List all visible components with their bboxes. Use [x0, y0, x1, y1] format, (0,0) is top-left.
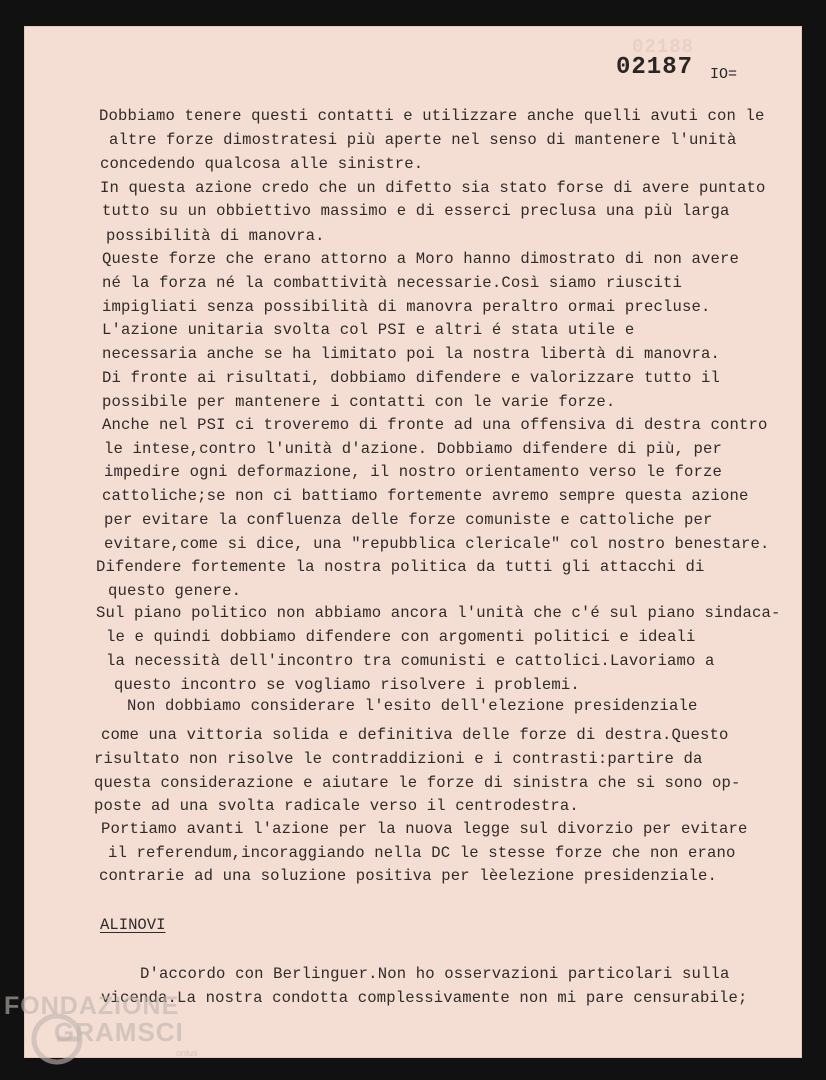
text-line: concedendo qualcosa alle sinistre.: [100, 155, 424, 173]
text-line: Portiamo avanti l'azione per la nuova legge sul divorzio per evitare: [101, 820, 748, 838]
text-line: Non dobbiamo considerare l'esito dell'elezione presidenziale: [127, 697, 698, 715]
text-line: contrarie ad una soluzione positiva per lèelezione presidenziale.: [99, 867, 718, 885]
text-line: possibile per mantenere i contatti con le varie forze.: [102, 393, 616, 411]
text-line: le intese,contro l'unità d'azione. Dobbiamo difendere di più, per: [104, 440, 723, 458]
speaker-heading: ALINOVI: [100, 916, 166, 934]
watermark-line: FONDAZIONE: [4, 992, 180, 1020]
document-number: 02187: [616, 54, 694, 81]
watermark-line: onlus: [176, 1048, 198, 1058]
text-line: le e quindi dobbiamo difendere con argomenti politici e ideali: [106, 628, 696, 646]
text-line: la necessità dell'incontro tra comunisti e cattolici.Lavoriamo a: [106, 652, 715, 670]
page-number: IO=: [710, 66, 738, 83]
text-line: altre forze dimostratesi più aperte nel senso di mantenere l'unità: [109, 131, 737, 149]
text-line: cattoliche;se non ci battiamo fortemente avremo sempre questa azione: [102, 487, 749, 505]
text-line: vicenda.La nostra condotta complessivamente non mi pare censurabile;: [101, 989, 748, 1007]
text-line: tutto su un obbiettivo massimo e di esserci preclusa una più larga: [102, 202, 730, 220]
text-line: Dobbiamo tenere questi contatti e utilizzare anche quelli avuti con le: [99, 107, 765, 125]
text-line: possibilità di manovra.: [106, 227, 325, 245]
text-line: Sul piano politico non abbiamo ancora l'unità che c'é sul piano sindaca-: [96, 604, 781, 622]
text-line: poste ad una svolta radicale verso il centrodestra.: [94, 797, 579, 815]
text-line: Queste forze che erano attorno a Moro hanno dimostrato di non avere: [102, 250, 740, 268]
text-line: né la forza né la combattività necessarie.Così siamo riusciti: [102, 274, 682, 292]
text-line: evitare,come si dice, una "repubblica clericale" col nostro benestare.: [104, 535, 770, 553]
text-line: Anche nel PSI ci troveremo di fronte ad una offensiva di destra contro: [102, 416, 768, 434]
text-line: Di fronte ai risultati, dobbiamo difendere e valorizzare tutto il: [102, 369, 721, 387]
text-line: risultato non risolve le contraddizioni e i contrasti:partire da: [94, 750, 703, 768]
text-line: per evitare la confluenza delle forze comuniste e cattoliche per: [104, 511, 713, 529]
text-line: impigliati senza possibilità di manovra peraltro ormai precluse.: [102, 298, 711, 316]
text-line: questo incontro se vogliamo risolvere i problemi.: [114, 676, 580, 694]
text-line: questo genere.: [108, 582, 242, 600]
text-line: In questa azione credo che un difetto sia stato forse di avere puntato: [100, 179, 766, 197]
text-line: impedire ogni deformazione, il nostro orientamento verso le forze: [104, 463, 723, 481]
text-line: D'accordo con Berlinguer.Non ho osservazioni particolari sulla: [140, 965, 730, 983]
text-line: L'azione unitaria svolta col PSI e altri é stata utile e: [102, 321, 635, 339]
text-line: necessaria anche se ha limitato poi la nostra libertà di manovra.: [102, 345, 721, 363]
text-line: come una vittoria solida e definitiva delle forze di destra.Questo: [101, 726, 729, 744]
bleed-through-number: 02188: [632, 36, 695, 58]
text-line: il referendum,incoraggiando nella DC le stesse forze che non erano: [108, 844, 736, 862]
text-line: questa considerazione e aiutare le forze di sinistra che si sono op-: [94, 774, 741, 792]
watermark-line: GRAMSCI: [54, 1017, 184, 1047]
text-line: Difendere fortemente la nostra politica da tutti gli attacchi di: [96, 558, 705, 576]
